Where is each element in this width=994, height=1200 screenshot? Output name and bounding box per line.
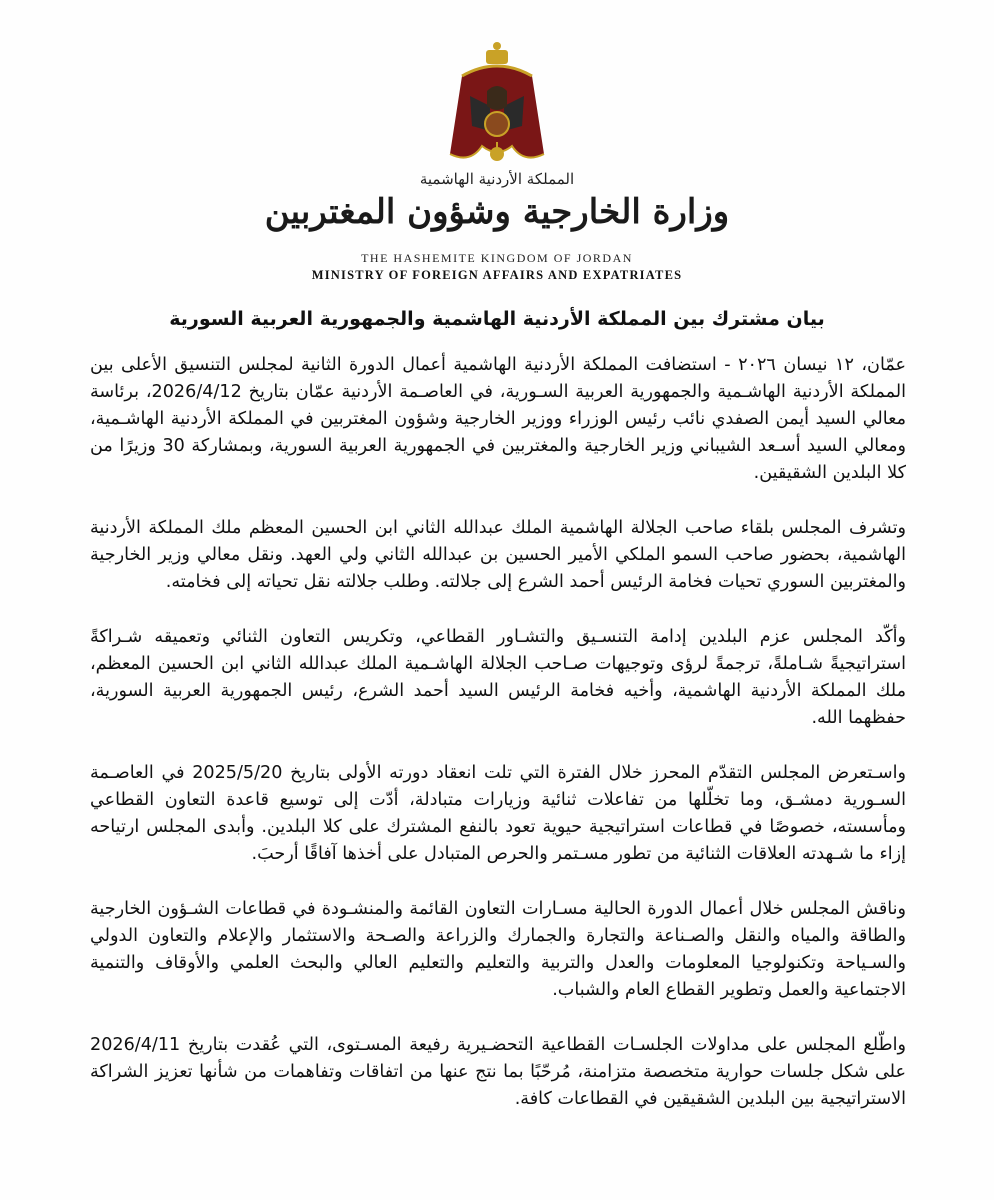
ministry-name-arabic: وزارة الخارجية وشؤون المغتربين	[264, 192, 730, 232]
paragraph: وأكّد المجلس عزم البلدين إدامة التنسـيق والتشـاور القطاعي، وتكريس التعاون الثنائي وتعميقه شـراكةً استراتيجيةً شـاملةً، ترجمةً لرؤى وتوجيهات صـاحب الجلالة الهاشـمية الملك عبدالله الثاني ابن الحسين المعظم، ملك المملكة الأردنية الهاشمية، وأخيه فخامة الرئيس السيد أحمد الشرع، رئيس الجمهورية العربية السورية، حفظهما الله.	[90, 627, 906, 728]
paragraph: عمّان، ١٢ نيسان ٢٠٢٦ - استضافت المملكة الأردنية الهاشمية أعمال الدورة الثانية لمجلس التنسيق الأعلى بين المملكة الأردنية الهاشـمية والجمهورية العربية السـورية، في العاصـمة الأردنية عمّان بتاريخ 2026/4/12، برئاسة معالي السيد أيمن الصفدي نائب رئيس الوزراء ووزير الخارجية وشؤون المغتربين في المملكة الأردنية الهاشـمية، ومعالي السيد أسـعد الشيباني وزير الخارجية والمغتربين في الجمهورية العربية السورية، وبمشاركة 30 وزيرًا من كلا البلدين الشقيقين.	[90, 355, 906, 483]
jordan-coat-of-arms-icon	[432, 36, 562, 171]
paragraph: وناقش المجلس خلال أعمال الدورة الحالية مسـارات التعاون القائمة والمنشـودة في قطاعات الشـؤون الخارجية والطاقة والمياه والنقل والصـناعة والتجارة والجمارك والزراعة والصـحة والاستثمار والإعلام والتعاون الدولي والسـياحة وتكنولوجيا المعلومات والعدل والتربية والتعليم والتعليم العالي والبحث العلمي والأوقاف والتنمية الاجتماعية والعمل وتطوير القطاع العام والشباب.	[90, 899, 906, 1000]
kingdom-name-arabic: المملكة الأردنية الهاشمية	[419, 170, 575, 188]
ministry-name-english: MINISTRY OF FOREIGN AFFAIRS AND EXPATRIATES	[311, 268, 683, 282]
kingdom-name-english: THE HASHEMITE KINGDOM OF JORDAN	[361, 251, 633, 265]
paragraph: واطّلع المجلس على مداولات الجلسـات القطاعية التحضـيرية رفيعة المسـتوى، التي عُقدت بتاريخ 2026/4/11 على شكل جلسات حوارية متخصصة متزامنة، مُرحّبًا بما نتج عنها من اتفاقات وتفاهمات من شأنها تعزيز الشراكة الاستراتيجية بين البلدين الشقيقين في القطاعات كافة.	[90, 1035, 906, 1109]
statement-title: بيان مشترك بين المملكة الأردنية الهاشمية والجمهورية العربية السورية	[169, 308, 825, 330]
paragraph: واسـتعرض المجلس التقدّم المحرز خلال الفترة التي تلت انعقاد دورته الأولى بتاريخ 2025/5/20 في العاصـمة السـورية دمشـق، وما تخلّلها من تفاعلات ثنائية وزيارات متبادلة، أدّت إلى توسيع قاعدة التعاون القطاعي ومأسسته، خصوصًا في قطاعات استراتيجية حيوية تعود بالنفع المشترك على كلا البلدين. وأبدى المجلس ارتياحه إزاء ما شـهدته العلاقات الثنائية من تطور مسـتمر والحرص المتبادل على أخذها آفاقًا أرحبَ.	[90, 763, 906, 864]
paragraph: وتشرف المجلس بلقاء صاحب الجلالة الهاشمية الملك عبدالله الثاني ابن الحسين المعظم ملك المملكة الأردنية الهاشمية، بحضور صاحب السمو الملكي الأمير الحسين بن عبدالله الثاني ولي العهد. ونقل معالي وزير الخارجية والمغتربين السوري تحيات فخامة الرئيس أحمد الشرع إلى جلالته. وطلب جلالته نقل تحياته إلى فخامته.	[90, 518, 906, 592]
statement-body	[90, 352, 906, 1141]
letterhead	[0, 0, 994, 300]
